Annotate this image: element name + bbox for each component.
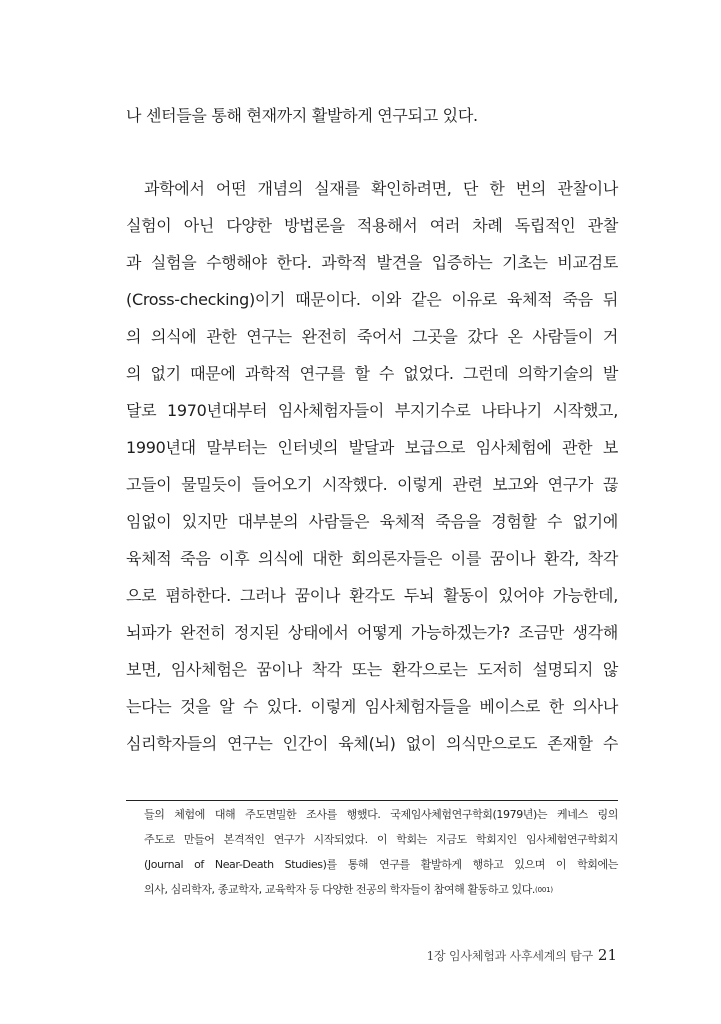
page-number: 21 [597, 946, 617, 964]
body-line-10: 임없이 있지만 대부분의 사람들은 육체적 죽음을 경험할 수 없기에 [126, 512, 618, 531]
body-line-16: 심리학자들의 연구는 인간이 육체(뇌) 없이 의식만으로도 존재할 수 [126, 734, 618, 753]
footnote-rule [126, 800, 618, 801]
footnote-line-4-text: 의사, 심리학자, 종교학자, 교육학자 등 다양한 전공의 학자들이 참여해 활동하고 있다. [144, 883, 536, 896]
body-line-1: 과학에서 어떤 개념의 실재를 확인하려면, 단 한 번의 관찰이나 [144, 179, 618, 198]
body-line-6: 의 없기 때문에 과학적 연구를 할 수 없었다. 그런데 의학기술의 발 [126, 364, 618, 383]
footnote-line-3: (Journal of Near-Death Studies)를 통해 연구를 활발하게 행하고 있으며 이 학회에는 [144, 858, 618, 871]
body-line-13: 뇌파가 완전히 정지된 상태에서 어떻게 가능하겠는가? 조금만 생각해 [126, 623, 618, 642]
body-line-3: 과 실험을 수행해야 한다. 과학적 발견을 입증하는 기초는 비교검토 [126, 253, 618, 272]
body-line-9: 고들이 물밀듯이 들어오기 시작했다. 이렇게 관련 보고와 연구가 끊 [126, 475, 618, 494]
running-head: 1장 임사체험과 사후세계의 탐구 [426, 949, 593, 963]
body-line-4: (Cross-checking)이기 때문이다. 이와 같은 이유로 육체적 죽음 뒤 [126, 290, 618, 309]
footnote-line-2: 주도로 만들어 본격적인 연구가 시작되었다. 이 학회는 지금도 학회지인 임사체험연구학회지 [144, 833, 618, 846]
body-line-5: 의 의식에 관한 연구는 완전히 죽어서 그곳을 갔다 온 사람들이 거 [126, 327, 618, 346]
body-line-continued: 나 센터들을 통해 현재까지 활발하게 연구되고 있다. [126, 106, 478, 125]
body-line-7: 달로 1970년대부터 임사체험자들이 부지기수로 나타나기 시작했고, [126, 401, 618, 420]
body-line-2: 실험이 아닌 다양한 방법론을 적용해서 여러 차례 독립적인 관찰 [126, 216, 618, 235]
body-line-11: 육체적 죽음 이후 의식에 대한 회의론자들은 이를 꿈이나 환각, 착각 [126, 549, 618, 568]
footnote-line-1: 들의 체험에 대해 주도면밀한 조사를 행했다. 국제임사체험연구학회(1979년)는 케네스 링의 [144, 808, 618, 821]
footnote-line-4 [144, 883, 618, 897]
body-line-14: 보면, 임사체험은 꿈이나 착각 또는 환각으로는 도저히 설명되지 않 [126, 660, 618, 679]
body-line-12: 으로 폄하한다. 그러나 꿈이나 환각도 두뇌 활동이 있어야 가능한데, [126, 586, 618, 605]
footnote-marker: (001) [535, 886, 553, 894]
body-line-15: 는다는 것을 알 수 있다. 이렇게 임사체험자들을 베이스로 한 의사나 [126, 697, 618, 716]
body-line-8: 1990년대 말부터는 인터넷의 발달과 보급으로 임사체험에 관한 보 [126, 438, 618, 457]
